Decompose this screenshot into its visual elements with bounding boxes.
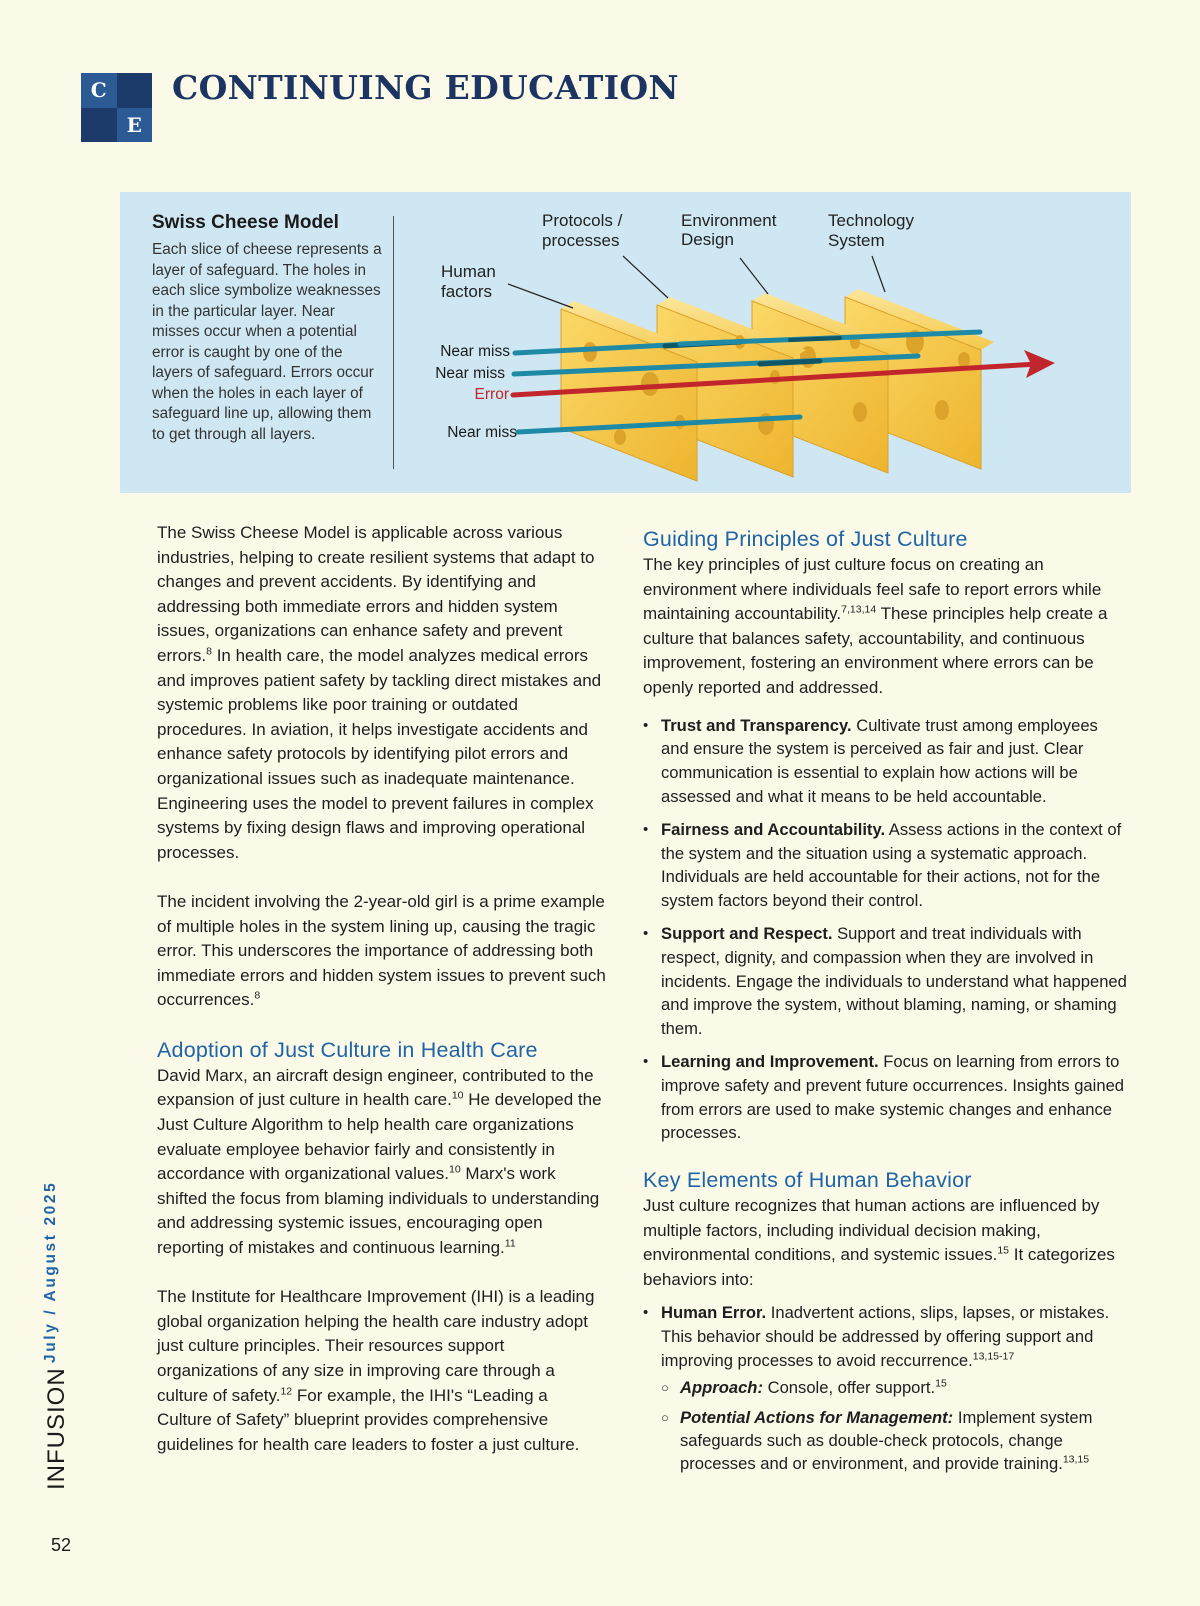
paragraph-key-elements: Just culture recognizes that human actions are influenced by multiple factors, including individual decision making, environmental conditions, and systemic issues.$^{15}$ It categorizes behaviors into: bbox=[643, 1196, 1115, 1289]
brand-logo: INFUSION bbox=[43, 1367, 70, 1490]
label-error: Error bbox=[474, 386, 509, 403]
human-error-sublist bbox=[661, 1377, 1128, 1475]
left-column bbox=[157, 521, 607, 1457]
ce-logo bbox=[81, 73, 152, 142]
paragraph-ihi: The Institute for Healthcare Improvement (IHI) is a leading global organization helping the health care industry adopt just culture principles. Their resources support organizations of any size in improving care through a culture of safety.$^{12}$ For example, the IHI's “Leading a Culture of Safety” blueprint provides comprehensive guidelines for health care leaders to foster a just culture. bbox=[157, 1287, 595, 1454]
swiss-cheese-figure bbox=[120, 192, 1131, 493]
figure-title: Swiss Cheese Model bbox=[152, 212, 339, 233]
page-number: 52 bbox=[51, 1535, 72, 1555]
list-item: • Human Error. Inadvertent actions, slips, lapses, or mistakes. This behavior should be addressed by offering support and improving processes to avoid reccurrence.$^{13,15-17}$ ○ Approach: Console, offer support.$^{15}$ ○ Potential Actions for Management: Implement system safeguards such as double-check protocols, change processes and or environment, and provide training.$^{13,15}$ bbox=[643, 1301, 1128, 1475]
label-near-miss-2: Near miss bbox=[435, 365, 505, 382]
list-item: • Fairness and Accountability. Assess actions in the context of the system and the situation using a systematic approach. Individuals are held accountable for their actions, not for the system factors beyond their control. bbox=[643, 818, 1128, 913]
sub-list-item: ○ Approach: Console, offer support.$^{15}$ bbox=[661, 1377, 1128, 1400]
swiss-cheese-illustration bbox=[120, 192, 1131, 493]
list-item: • Support and Respect. Support and treat individuals with respect, dignity, and compassion when they are involved in incidents. Engage the individuals to understand what happened and improve the system, without blaming, naming, or shaming them. bbox=[643, 922, 1128, 1041]
label-near-miss-3: Near miss bbox=[447, 424, 517, 441]
paragraph-swiss-cheese: The Swiss Cheese Model is applicable across various industries, helping to create resilient systems that adapt to changes and prevent accidents. By identifying and addressing both immediate errors and hidden system issues, organizations can enhance safety and prevent errors.$^8$ In health care, the model analyzes medical errors and improves patient safety by tackling direct mistakes and systemic problems like poor training or outdated procedures. In aviation, it helps investigate accidents and enhance safety protocols by identifying pilot errors and organizational issues such as inadequate maintenance. Engineering uses the model to prevent failures in complex systems by fixing design flaws and improving operational processes. bbox=[157, 523, 602, 862]
logo-letter-c: C bbox=[81, 73, 117, 108]
label-environment: Environment Design bbox=[681, 211, 777, 249]
heading-key-elements: Key Elements of Human Behavior bbox=[643, 1168, 972, 1193]
paragraph-incident: The incident involving the 2-year-old girl is a prime example of multiple holes in the system lining up, causing the tragic error. This underscores the importance of addressing both immediate errors and hidden system issues to prevent such occurrences.$^8$ bbox=[157, 891, 606, 1010]
label-human-factors: Human factors bbox=[441, 262, 496, 301]
list-item: • Learning and Improvement. Focus on learning from errors to improve safety and prevent future occurrences. Insights gained from errors are used to make systemic changes and enhance processes. bbox=[643, 1050, 1128, 1145]
issue-date: July / August 2025 bbox=[42, 1180, 59, 1363]
logo-letter-e: E bbox=[117, 108, 153, 143]
label-technology: Technology System bbox=[828, 211, 915, 250]
behavior-list bbox=[643, 1301, 1128, 1475]
label-near-miss-1: Near miss bbox=[440, 343, 510, 360]
paragraph-guiding-principles: The key principles of just culture focus on creating an environment where individuals feel safe to report errors while maintaining accountability.$^{7,13,14}$ These principles help create a culture that balances safety, accountability, and continuous improvement, fostering an environment where errors can be openly reported and addressed. bbox=[643, 555, 1108, 697]
figure-description: Each slice of cheese represents a layer of safeguard. The holes in each slice symbolize weaknesses in the particular layer. Near misses occur when a potential error is caught by one of the layers of safeguard. Errors occur when the holes in each layer of safeguard line up, allowing them to get through all layers. bbox=[152, 241, 382, 443]
sub-list-item: ○ Potential Actions for Management: Implement system safeguards such as double-check protocols, change processes and or environment, and provide training.$^{13,15}$ bbox=[661, 1407, 1128, 1475]
list-item: • Trust and Transparency. Cultivate trust among employees and ensure the system is perceived as fair and just. Clear communication is essential to explain how actions will be assessed and what it means to be held accountable. bbox=[643, 714, 1128, 809]
paragraph-david-marx: David Marx, an aircraft design engineer, contributed to the expansion of just culture in health care.$^{10}$ He developed the Just Culture Algorithm to help health care organizations evaluate employee behavior fairly and consistently in accordance with organizational values.$^{10}$ Marx's work shifted the focus from blaming individuals to understanding and addressing systemic issues, encouraging open reporting of mistakes and continuous learning.$^{11}$ bbox=[157, 1065, 602, 1258]
principles-list bbox=[643, 714, 1128, 1146]
heading-adoption: Adoption of Just Culture in Health Care bbox=[157, 1037, 538, 1062]
heading-guiding-principles: Guiding Principles of Just Culture bbox=[643, 527, 968, 551]
page-title: CONTINUING EDUCATION bbox=[172, 68, 679, 107]
label-protocols: Protocols / processes bbox=[542, 211, 623, 250]
right-column bbox=[643, 525, 1128, 1475]
